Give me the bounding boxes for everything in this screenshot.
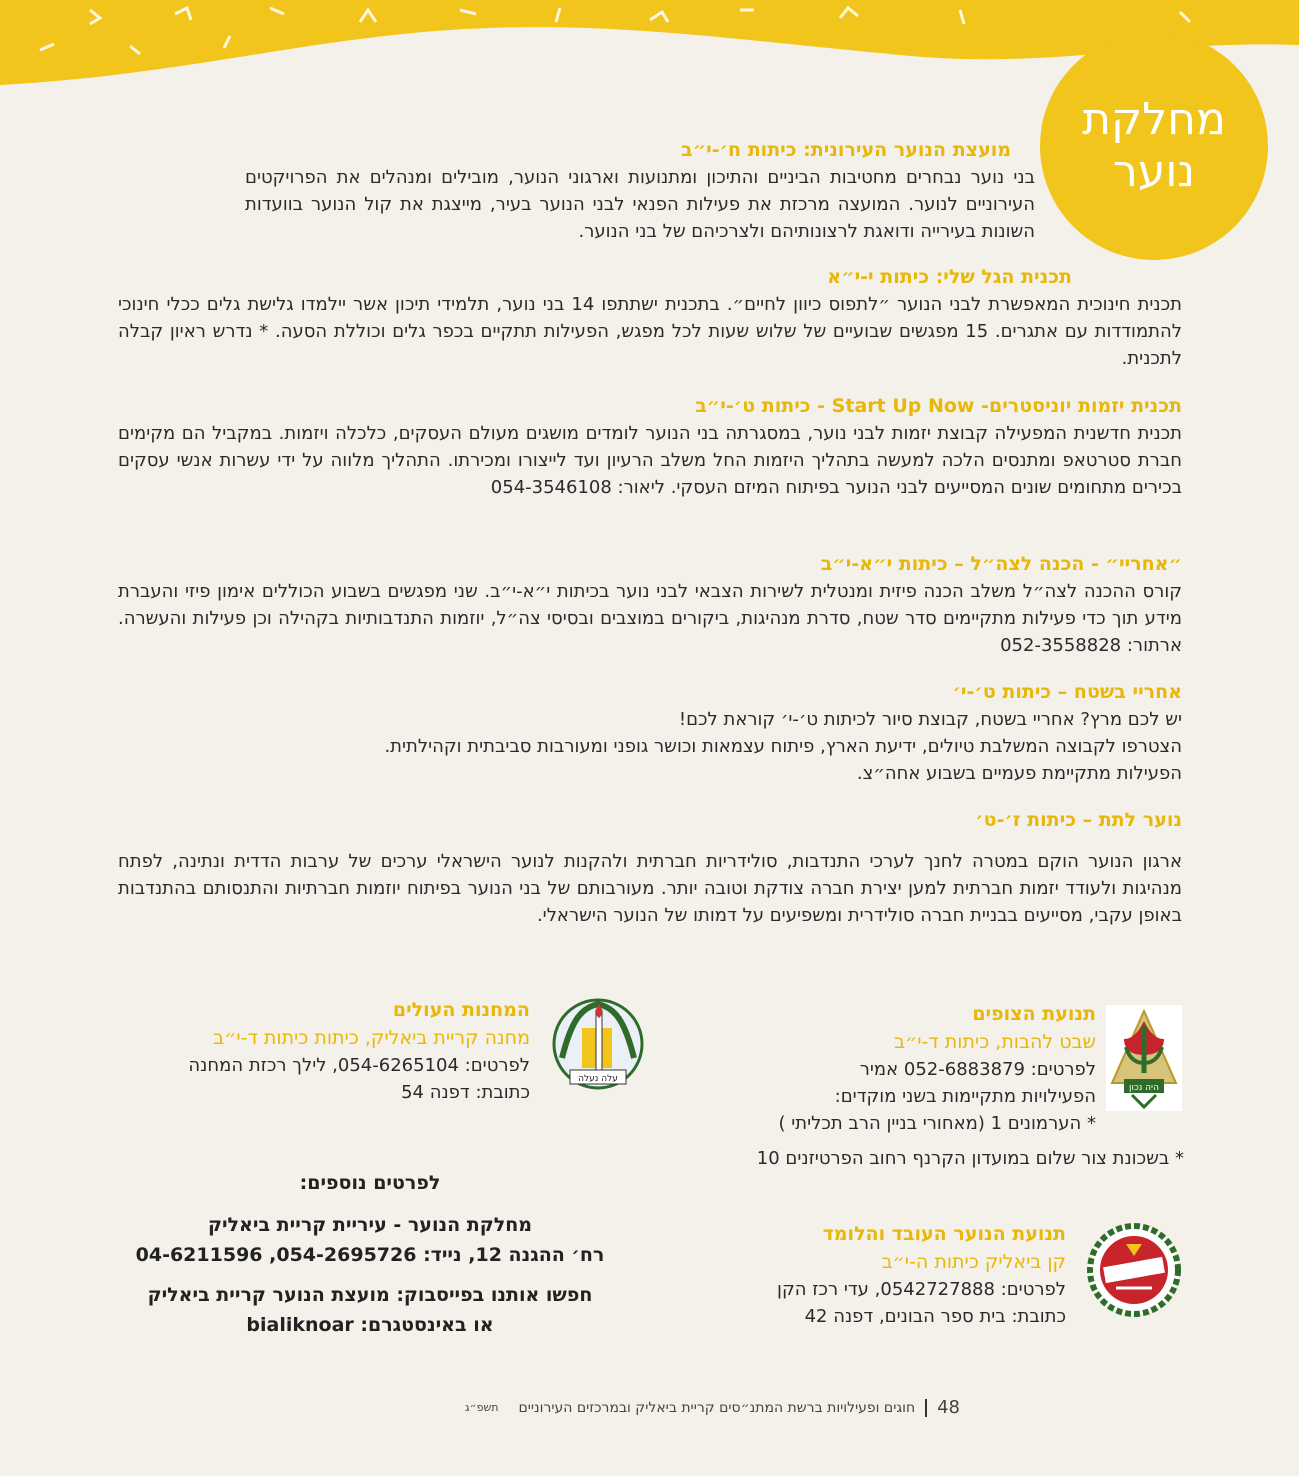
- scouts-logo: [1104, 1003, 1184, 1113]
- section-body: [118, 291, 1182, 372]
- scouts-subtitle: שבט להבות, כיתות ד-י״ב: [894, 1031, 1096, 1053]
- olim-camps-logo: [552, 998, 644, 1090]
- section-noar-latet: [118, 806, 1182, 929]
- scouts-title: תנועת הצופים: [972, 1003, 1096, 1025]
- olim-camps-address: כתובת: דפנה 54: [401, 1082, 530, 1103]
- section-paragraph: קורס ההכנה לצה״ל משלב הכנה פיזית ומנטלית לשירות הצבאי לבני נוער בכיתות י״א-י״ב. שני מפגשים בשבוע הכוללים אימון פיזי והעברת מידע תוך כדי פעילות מתקיימים סדר שטח, סדרת מנהיגות, ביקורים במוצבים ובסיסי צה״ל, יוזמות התנדבותיות בקהילה וכן פעילות והעשרה. ארתור: 052-3558828: [118, 581, 1182, 656]
- olim-camps-details: לפרטים: 054-6265104, לילך רכזת המחנה: [188, 1055, 530, 1076]
- olim-camps-block: [100, 996, 530, 1106]
- section-paragraph: הצטרפו לקבוצה המשלבת טיולים, ידיעת הארץ, פיתוח עצמאות וכושר גופני ומעורבות סביבתית וקהילתית.: [384, 736, 1182, 757]
- olim-camps-subtitle: מחנה קריית ביאליק, כיתות כיתות ד-י״ב: [213, 1027, 530, 1049]
- olim-camps-title: המחנות העולים: [392, 999, 530, 1021]
- section-my-wave: [118, 263, 1182, 372]
- section-title: נוער לתת – כיתות ז׳-ט׳: [975, 809, 1182, 831]
- working-youth-logo: [1086, 1222, 1182, 1318]
- section-body: [118, 706, 1182, 787]
- page-number: 48: [937, 1397, 960, 1418]
- department-badge-line2: נוער: [1113, 146, 1195, 197]
- working-youth-block: [600, 1220, 1066, 1330]
- scouts-logo-text: היה נכון: [1129, 1083, 1159, 1093]
- section-body: [245, 164, 1035, 245]
- footer-small: תשפ״ג: [464, 1401, 499, 1414]
- more-info-facebook: חפשו אותנו בפייסבוק: מועצת הנוער קריית ביאליק: [147, 1284, 593, 1306]
- section-idf-prep: [118, 550, 1182, 659]
- olim-logo-text: עלה נעלה: [578, 1074, 618, 1084]
- scouts-block: [600, 1000, 1096, 1137]
- section-title: תכנית הגל שלי: כיתות י-י״א: [827, 266, 1072, 288]
- section-body: [118, 578, 1182, 659]
- section-title: מועצת הנוער העירונית: כיתות ח׳-י״ב: [681, 139, 1011, 161]
- more-info-block: [100, 1168, 640, 1340]
- more-info-heading: לפרטים נוספים:: [299, 1172, 441, 1194]
- section-paragraph: תכנית חדשנית המפעילה קבוצת יזמות לבני נוער, במסגרתה בני הנוער לומדים מושגים מעולם העסקים, כלכלה ויזמות. במקביל הם מקימים חברת סטרטאפ ומתנסים הלכה למעשה בתהליך היזמות החל משלב הרעיון ועד לייצורו ומכירתו. התהליך מלווה על ידי עשרות אנשי עסקים בכירים מתחומים שונים המסייעים לבני הנוער בפיתוח המיזם העסקי. ליאור: 054-3546108: [118, 423, 1182, 498]
- more-info-address: רח׳ ההגנה 12, נייד: 054-2695726, 04-6211596: [135, 1244, 605, 1266]
- department-badge: [1040, 32, 1268, 260]
- more-info-instagram: או באינסטגרם: bialiknoar: [246, 1314, 494, 1336]
- section-entrepreneurship: [118, 392, 1182, 501]
- section-title: אחריי בשטח – כיתות ט׳-י׳: [952, 681, 1182, 703]
- working-youth-title: תנועת הנוער העובד והלומד: [822, 1223, 1066, 1245]
- scouts-line2: הפעילויות מתקיימות בשני מוקדים:: [834, 1086, 1096, 1107]
- more-info-org: מחלקת הנוער - עיריית קריית ביאליק: [207, 1214, 533, 1236]
- working-youth-address: כתובת: בית ספר הבונים, דפנה 42: [804, 1306, 1066, 1327]
- section-title: תכנית יזמות יוניסטרים- Start Up Now - כיתות ט׳-י״ב: [695, 395, 1182, 417]
- page-footer: [300, 1396, 960, 1420]
- scouts-line4-wrap: [600, 1145, 1184, 1172]
- scouts-details: לפרטים: 052-6883879 אמיר: [859, 1059, 1096, 1080]
- working-youth-details: לפרטים: 0542727888, עדי רכז הקן: [777, 1279, 1066, 1300]
- section-title: ״אחריי״ - הכנה לצה״ל – כיתות י״א-י״ב: [820, 553, 1182, 575]
- section-paragraph: בני נוער נבחרים מחטיבות הביניים והתיכון ומתנועות וארגוני הנוער, מובילים ומנהלים את הפרויקטים העירוניים לנוער. המועצה מרכזת את פעילות הפנאי לבני הנוער בעיר, מייצגת את קול הנוער בוועדות השונות בעירייה ודואגת לרצונותיהם ולצרכיהם של בני הנוער.: [245, 167, 1035, 242]
- scouts-line4: * בשכונת צור שלום במועדון הקרנף רחוב הפרטיזנים 10: [756, 1148, 1184, 1169]
- working-youth-subtitle: קן ביאליק כיתות ה-י״ב: [881, 1251, 1066, 1273]
- footer-divider: [925, 1399, 927, 1417]
- scouts-line3: * הערמונים 1 (מאחורי בניין הרב תכליתי ): [778, 1113, 1096, 1134]
- section-paragraph: הפעילות מתקיימת פעמיים בשבוע אחה״צ.: [856, 763, 1182, 784]
- footer-text: חוגים ופעילויות ברשת המתנ״סים קריית ביאליק ובמרכזים העירוניים: [518, 1400, 916, 1416]
- section-paragraph: ארגון הנוער הוקם במטרה לחנך לערכי התנדבות, סולידריות חברתית ולהקנות לנוער הישראלי ערכים של ערבות הדדית ונתינה, לפתח מנהיגות ולעודד יזמות חברתית למען יצירת חברה צודקת וטובה יותר. מעורבותם של בני הנוער בפיתוח יוזמות חברתיות והתנסותם בהתנדבות באופן עקבי, מסייעים בבניית חברה סולידרית ומשפיעים על דמותו של הנוער הישראלי.: [118, 851, 1182, 926]
- section-field: [118, 678, 1182, 787]
- section-youth-council: [245, 136, 1035, 245]
- section-paragraph: יש לכם מרץ? אחריי בשטח, קבוצת סיור לכיתות ט׳-י׳ קוראת לכם!: [678, 709, 1182, 730]
- section-body: [118, 848, 1182, 929]
- section-body: [118, 420, 1182, 501]
- section-paragraph: תכנית חינוכית המאפשרת לבני הנוער ״לתפוס כיוון לחיים״. בתכנית ישתתפו 14 בני נוער, תלמידי תיכון אשר יילמדו גלישת גלים ככלי חינוכי להתמודדות עם אתגרים. 15 מפגשים שבועיים של שלוש שעות לכל מפגש, הפעילות תתקיים בכפר גלים וכוללת הסעה. * נדרש ראיון קבלה לתכנית.: [118, 294, 1182, 369]
- department-badge-line1: מחלקת: [1082, 94, 1226, 145]
